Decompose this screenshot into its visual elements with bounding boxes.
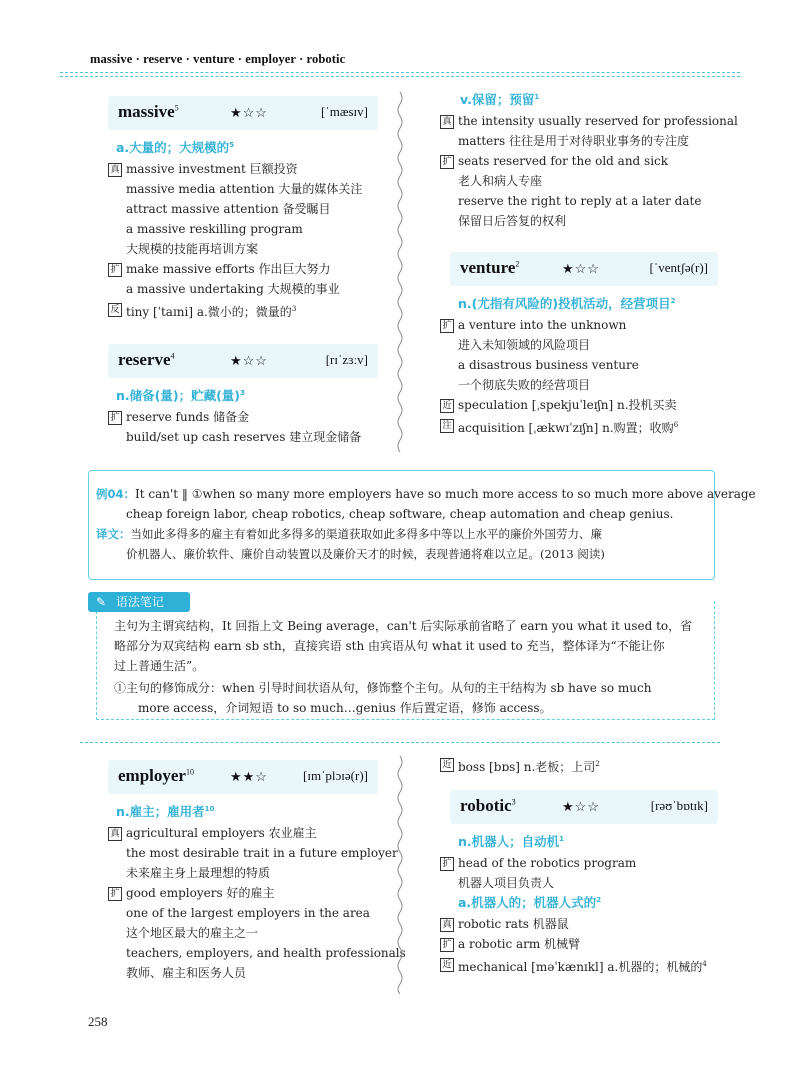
label-tag: 近 (440, 399, 454, 413)
entry-venture (442, 252, 730, 438)
notes-line-1: 主句为主谓宾结构，It 回指上文 Being average，can't 后实际承前省略了 earn you what it used to，省 (114, 619, 693, 633)
entry-line: 注 acquisition [ˌækwɪˈzɪʃn] n.购置；收购$^6$ (440, 415, 730, 438)
label-tag: 扩 (440, 155, 454, 169)
entry-line: 扩 seats reserved for the old and sick (440, 151, 730, 171)
headword: massive$^5$ (118, 102, 179, 121)
entry-line: 扩 reserve funds 储备金 (108, 407, 388, 427)
headword-box-venture (450, 252, 718, 286)
entry-line: 扩 good employers 好的雇主 (108, 883, 388, 903)
notes-line-3: 过上普通生活”。 (114, 659, 205, 673)
notes-line-4: ①主句的修饰成分：when 引导时间状语从句，修饰整个主句。从句的主干结构为 sb have so much (114, 681, 652, 695)
section-separator (80, 742, 720, 743)
phonetic: [ɪmˈplɔɪə(r)] (303, 768, 368, 783)
label-tag: 扩 (108, 887, 122, 901)
entry-line: 老人和病人专座 (458, 174, 543, 188)
entry-line: 未来雇主身上最理想的特质 (126, 866, 271, 880)
grammar-notes-tab (88, 592, 190, 612)
notes-line-5: more access，介词短语 to so much…genius 作后置定语，修饰 access。 (138, 701, 552, 715)
entry-line: 真 massive investment 巨额投资 (108, 159, 388, 179)
entry-line: 扩 a venture into the unknown (440, 315, 730, 335)
label-tag: 扩 (108, 263, 122, 277)
example-en-line-1: 例04：It can't ‖ ①when so many more employers have so much more access to so much more above average (96, 487, 756, 501)
entry-massive (108, 96, 388, 322)
part-of-speech: n.储备(量)；贮藏(量)$^3$ (116, 388, 245, 403)
entry-line: 教师、雇主和医务人员 (126, 966, 247, 980)
entry-line: matters 往往是用于对待职业事务的专注度 (458, 134, 689, 148)
label-tag: 扩 (108, 411, 122, 425)
label-tag: 扩 (440, 938, 454, 952)
entry-line: a massive undertaking 大规模的事业 (126, 282, 340, 296)
headword: venture$^2$ (460, 258, 520, 277)
notes-line-2: 略部分为双宾结构 earn sb sth，直接宾语 sth 由宾语从句 what it used to 充当，整体译为“不能让你 (114, 639, 665, 653)
entry-employer (108, 760, 406, 983)
phonetic: [rɪˈzɜːv] (325, 352, 368, 367)
entry-line: 真 the intensity usually reserved for professional (440, 111, 730, 131)
entry-line: a disastrous business venture (458, 358, 639, 372)
entry-line: 真 agricultural employers 农业雇主 (108, 823, 388, 843)
entry-line: one of the largest employers in the area (126, 906, 370, 920)
entry-line: 这个地区最大的雇主之一 (126, 926, 259, 940)
label-tag: 扩 (440, 319, 454, 333)
entry-reserve-verb (440, 88, 738, 231)
example-translation-line-2: 价机器人、廉价软件、廉价自动装置以及廉价天才的时候，表现普通将难以立足。(2013 阅读) (126, 547, 605, 561)
headword: employer$^{10}$ (118, 766, 194, 785)
entry-line: 机器人项目负责人 (458, 876, 555, 890)
label-tag: 真 (108, 163, 122, 177)
star-rating: ★☆☆ (562, 261, 600, 276)
entry-line: the most desirable trait in a future employer (126, 846, 398, 860)
entry-line: massive media attention 大量的媒体关注 (126, 182, 363, 196)
entry-robotic (442, 790, 730, 977)
headword-box-employer (108, 760, 378, 794)
entry-line: 保留日后答复的权利 (458, 214, 567, 228)
part-of-speech: a.大量的；大规模的$^5$ (116, 140, 235, 155)
column-divider (396, 92, 404, 452)
part-of-speech-2: a.机器人的；机器人式的$^2$ (458, 895, 602, 910)
example-translation-line-1: 译文：当如此多得多的雇主有着如此多得多的渠道获取如此多得多中等以上水平的廉价外国劳力、廉 (96, 527, 602, 541)
entry-line: 扩 make massive efforts 作出巨大努力 (108, 259, 388, 279)
header-rule (60, 72, 740, 73)
column-divider-bottom (396, 756, 404, 994)
label-tag: 真 (440, 115, 454, 129)
entry-line: 一个彻底失败的经营项目 (458, 378, 591, 392)
phonetic: [ˈventʃə(r)] (649, 260, 708, 275)
part-of-speech-1: n.机器人；自动机$^1$ (458, 834, 565, 849)
entry-line: attract massive attention 备受瞩目 (126, 202, 331, 216)
label-tag: 近 (440, 958, 454, 972)
headword-box-reserve (108, 344, 378, 378)
label-tag: 真 (108, 827, 122, 841)
grammar-notes-title: 语法笔记 (115, 595, 164, 609)
label-tag: 注 (440, 419, 454, 433)
entry-line: 大规模的技能再培训方案 (126, 242, 259, 256)
entry-line: build/set up cash reserves 建立现金储备 (126, 430, 362, 444)
line-boss: 近 boss [bɒs] n.老板；上司$^2$ (440, 754, 730, 777)
entry-line: 扩 head of the robotics program (440, 853, 730, 873)
entry-line: 真 robotic rats 机器鼠 (440, 914, 730, 934)
headword: robotic$^3$ (460, 796, 516, 815)
label-tag: 真 (440, 918, 454, 932)
page-number: 258 (88, 1014, 108, 1029)
entry-line: 反 tiny [ˈtaɪni] a.微小的；微量的$^3$ (108, 299, 388, 322)
star-rating: ★★☆ (230, 769, 268, 784)
headword-box-robotic (450, 790, 718, 824)
pen-icon: ✎ (96, 595, 107, 609)
running-header: massive · reserve · venture · employer · robotic (90, 52, 346, 66)
entry-line: 扩 a robotic arm 机械臂 (440, 934, 730, 954)
entry-line: 近 speculation [ˌspekjuˈleɪʃn] n.投机买卖 (440, 395, 730, 415)
part-of-speech: v.保留；预留$^1$ (460, 92, 540, 107)
entry-reserve (108, 344, 388, 447)
entry-line: teachers, employers, and health professionals (126, 946, 406, 960)
header-rule-2 (60, 76, 740, 77)
headword-box-massive (108, 96, 378, 130)
entry-boss (440, 754, 730, 777)
star-rating: ★☆☆ (230, 105, 268, 120)
entry-line: reserve the right to reply at a later date (458, 194, 702, 208)
entry-line: 近 mechanical [məˈkænɪkl] a.机器的；机械的$^4$ (440, 954, 730, 977)
example-en-line-2: cheap foreign labor, cheap robotics, cheap software, cheap automation and cheap genius. (126, 507, 674, 521)
star-rating: ★☆☆ (562, 799, 600, 814)
phonetic: [rəʊˈbɒtɪk] (650, 798, 708, 813)
entry-line: a massive reskilling program (126, 222, 303, 236)
entry-line: 进入未知领域的风险项目 (458, 338, 591, 352)
label-tag: 扩 (440, 857, 454, 871)
phonetic: [ˈmæsɪv] (321, 104, 368, 119)
star-rating: ★☆☆ (230, 353, 268, 368)
headword: reserve$^4$ (118, 350, 175, 369)
part-of-speech: n.雇主；雇用者$^{10}$ (116, 804, 215, 819)
part-of-speech: n.(尤指有风险的)投机活动，经营项目$^2$ (458, 296, 676, 311)
label-tag: 反 (108, 303, 122, 317)
